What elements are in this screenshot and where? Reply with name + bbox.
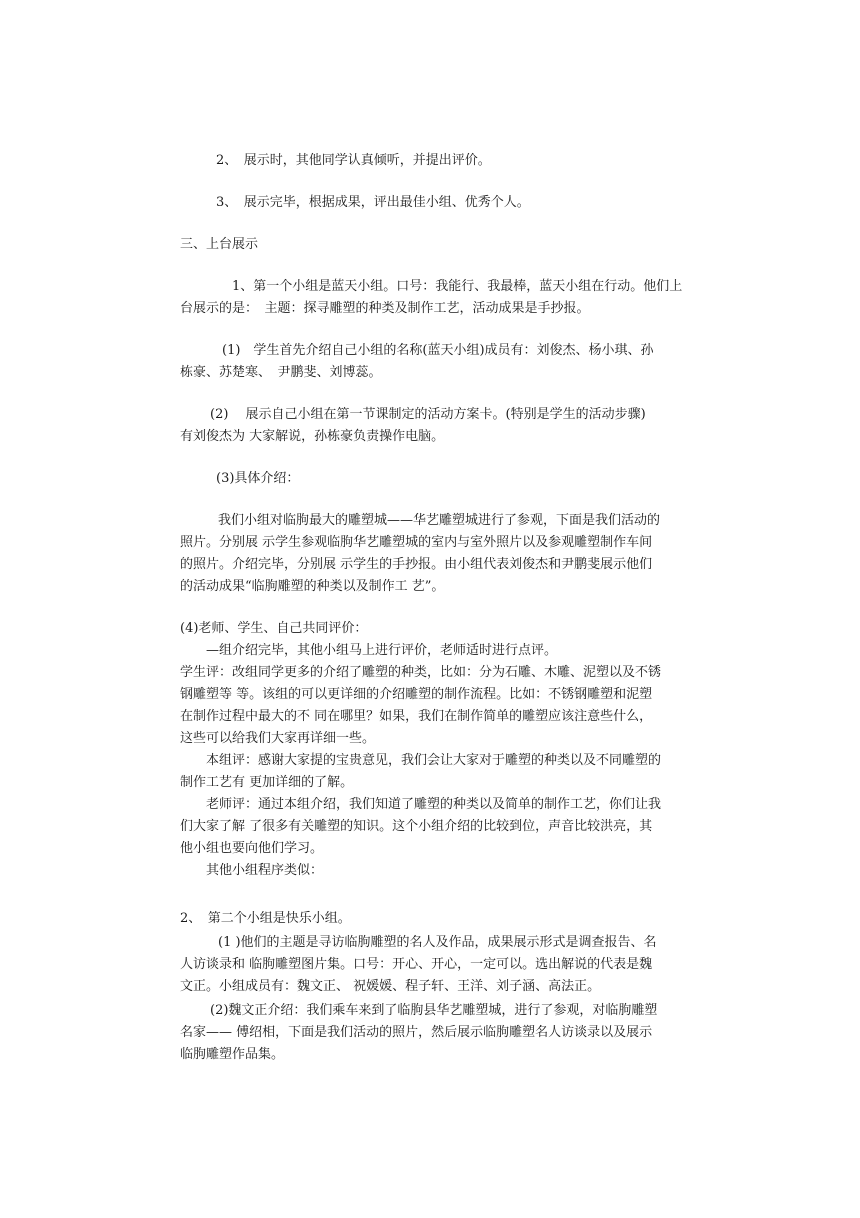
text-line: (3)具体介绍： <box>216 471 300 486</box>
text-line: 本组评：感谢大家提的宝贵意见，我们会让大家对于雕塑的种类以及不同雕塑的 <box>206 753 662 768</box>
text-line: 文正。小组成员有：魏文正、 祝媛媛、程子轩、王洋、刘子涵、高法正。 <box>180 979 601 994</box>
text-line: 其他小组程序类似： <box>206 863 324 878</box>
text-line: 钢雕塑等 等。该组的可以更详细的介绍雕塑的制作流程。比如：不锈钢雕塑和泥塑 <box>180 687 653 702</box>
text-line: 人访谈录和 临朐雕塑图片集。口号：开心、开心，一定可以。选出解说的代表是魏 <box>180 957 653 972</box>
text-line: 照片。分别展 示学生参观临朐华艺雕塑城的室内与室外照片以及参观雕塑制作车间 <box>180 535 653 550</box>
text-line: 在制作过程中最大的不 同在哪里？如果，我们在制作简单的雕塑应该注意些什么， <box>180 709 653 724</box>
list-item-3: 3、 展示完毕，根据成果，评出最佳小组、优秀个人。 <box>216 195 530 210</box>
text-line: (1) 学生首先介绍自己小组的名称(蓝天小组)成员有：刘俊杰、杨小琪、孙 <box>222 343 654 358</box>
text-line: (4)老师、学生、自己共同评价： <box>180 621 368 636</box>
list-item-2: 2、 展示时，其他同学认真倾听，并提出评价。 <box>216 153 491 168</box>
text-line: 有刘俊杰为 大家解说，孙栋豪负责操作电脑。 <box>180 429 445 444</box>
text-line: 临朐雕塑作品集。 <box>180 1047 285 1062</box>
text-line: 们大家了解 了很多有关雕塑的知识。这个小组介绍的比较到位，声音比较洪亮，其 <box>180 819 653 834</box>
group1-step2 <box>180 404 680 448</box>
group2-step2 <box>180 1000 680 1066</box>
group1-step1 <box>180 340 680 384</box>
text-line: 我们小组对临朐最大的雕塑城——华艺雕塑城进行了参观，下面是我们活动的 <box>218 513 661 528</box>
text-line: 制作工艺有 更加详细的了解。 <box>180 775 354 790</box>
text-line: —组介绍完毕，其他小组马上进行评价，老师适时进行点评。 <box>206 643 558 658</box>
text-line: 名家—— 傅绍相，下面是我们活动的照片，然后展示临朐雕塑名人访谈录以及展示 <box>180 1025 653 1040</box>
text-line: (1 )他们的主题是寻访临朐雕塑的名人及作品，成果展示形式是调查报告、名 <box>218 935 657 950</box>
group1-detail <box>180 510 680 598</box>
text-line: 学生评：改组同学更多的介绍了雕塑的种类，比如：分为石雕、木雕、泥塑以及不锈 <box>180 665 662 680</box>
group1-intro <box>180 276 683 320</box>
text-line: 的活动成果“临朐雕塑的种类以及制作工 艺”。 <box>180 579 445 594</box>
group2-title: 2、 第二个小组是快乐小组。 <box>180 911 351 926</box>
text-line: 老师评：通过本组介绍，我们知道了雕塑的种类以及简单的制作工艺，你们让我 <box>206 797 662 812</box>
text-line: 1、第一个小组是蓝天小组。口号：我能行、我最棒，蓝天小组在行动。他们上 <box>232 279 683 294</box>
section-heading: 三、上台展示 <box>180 237 259 252</box>
text-line: 的照片。介绍完毕，分别展 示学生的手抄报。由小组代表刘俊杰和尹鹏斐展示他们 <box>180 557 653 572</box>
text-line: 这些可以给我们大家再详细一些。 <box>180 731 376 746</box>
text-line: (2) 展示自己小组在第一节课制定的活动方案卡。(特别是学生的活动步骤) <box>210 407 646 422</box>
text-line: (2)魏文正介绍：我们乘车来到了临朐县华艺雕塑城，进行了参观，对临朐雕塑 <box>210 1003 658 1018</box>
text-line: 他小组也要向他们学习。 <box>180 841 324 856</box>
text-line: 台展示的是： 主题：探寻雕塑的种类及制作工艺，活动成果是手抄报。 <box>180 301 590 316</box>
group1-step4 <box>180 618 680 882</box>
group2-step1 <box>180 932 680 998</box>
text-line: 栋豪、苏楚寒、 尹鹏斐、刘博蕊。 <box>180 365 382 380</box>
group1-step3 <box>180 468 680 490</box>
